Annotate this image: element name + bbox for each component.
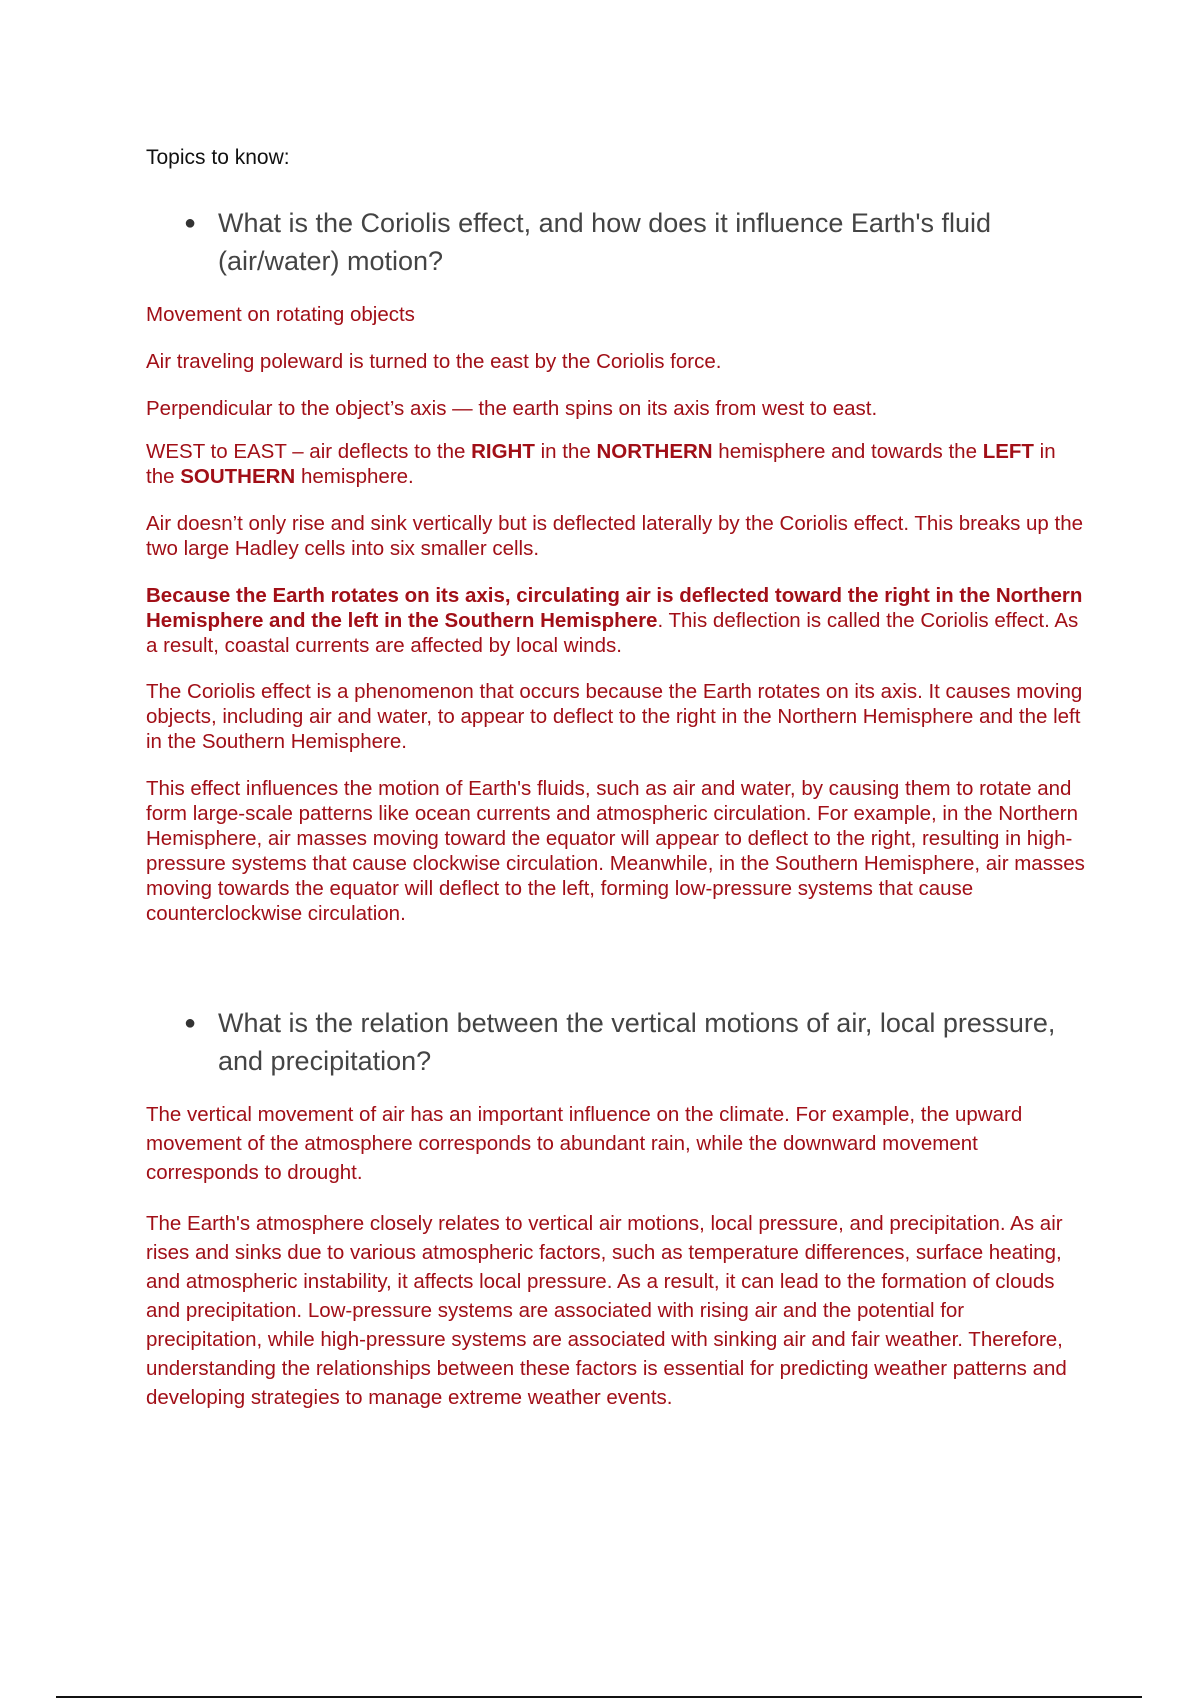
text-run: hemisphere. [295,465,414,488]
answer-paragraph-deflection [146,439,1086,489]
answer-paragraph: The vertical movement of air has an important influence on the climate. For example, the upward movement of the atmosphere corresponds to abundant rain, while the downward movement corresponds to drought. [146,1103,1023,1184]
bold-southern: SOUTHERN [180,465,296,488]
text-run: WEST to EAST – air deflects to the [146,440,472,463]
answer-paragraph: Air traveling poleward is turned to the east by the Coriolis force. [146,350,722,373]
page-bottom-rule [56,1696,1142,1698]
bullet-icon: ● [184,212,197,234]
bold-statement: Because the Earth rotates on its axis, circulating air is deflected toward the right in the Northern Hemisphere and the left in the Southern Hemisphere [146,584,1083,632]
text-run: in the [146,440,1056,488]
text-run: in the [534,440,597,463]
question-1-text: What is the Coriolis effect, and how does it influence Earth's fluid (air/water) motion? [218,208,992,276]
intro-heading: Topics to know: [146,146,290,169]
bullet-icon: ● [184,1012,197,1034]
question-1 [184,204,1064,280]
question-2 [184,1004,1064,1080]
answer-paragraph: Air doesn’t only rise and sink vertically but is deflected laterally by the Coriolis effect. This breaks up the two large Hadley cells into six smaller cells. [146,512,1084,560]
answer-paragraph: This effect influences the motion of Earth's fluids, such as air and water, by causing them to rotate and form large-scale patterns like ocean currents and atmospheric circulation. For example, in the Northern Hemisphere, air masses moving toward the equator will appear to deflect to the right, resulting in high-pressure systems that cause clockwise circulation. Meanwhile, in the Southern Hemisphere, air masses moving towards the equator will deflect to the left, forming low-pressure systems that cause counterclockwise circulation. [146,777,1085,925]
bold-right: RIGHT [471,440,535,463]
answer-paragraph: The Coriolis effect is a phenomenon that occurs because the Earth rotates on its axis. It causes moving objects, including air and water, to appear to deflect to the right in the Northern Hemisphere and the left in the Southern Hemisphere. [146,680,1083,753]
answer-paragraph-emphasis [146,583,1086,658]
bold-northern: NORTHERN [596,440,713,463]
answer-paragraph: The Earth's atmosphere closely relates to vertical air motions, local pressure, and precipitation. As air rises and sinks due to various atmospheric factors, such as temperature differences, surface heating, and atmospheric instability, it affects local pressure. As a result, it can lead to the formation of clouds and precipitation. Low-pressure systems are associated with rising air and the potential for precipitation, while high-pressure systems are associated with sinking air and fair weather. Therefore, understanding the relationships between these factors is essential for predicting weather patterns and developing strategies to manage extreme weather events. [146,1212,1067,1409]
answer-paragraph: Movement on rotating objects [146,303,415,326]
text-run: hemisphere and towards the [712,440,983,463]
text-run: . This deflection is called the Coriolis effect. As a result, coastal currents are affected by local winds. [146,609,1079,657]
question-2-text: What is the relation between the vertical motions of air, local pressure, and precipitation? [218,1008,1056,1076]
answer-paragraph: Perpendicular to the object’s axis — the earth spins on its axis from west to east. [146,397,878,420]
bold-left: LEFT [982,440,1034,463]
